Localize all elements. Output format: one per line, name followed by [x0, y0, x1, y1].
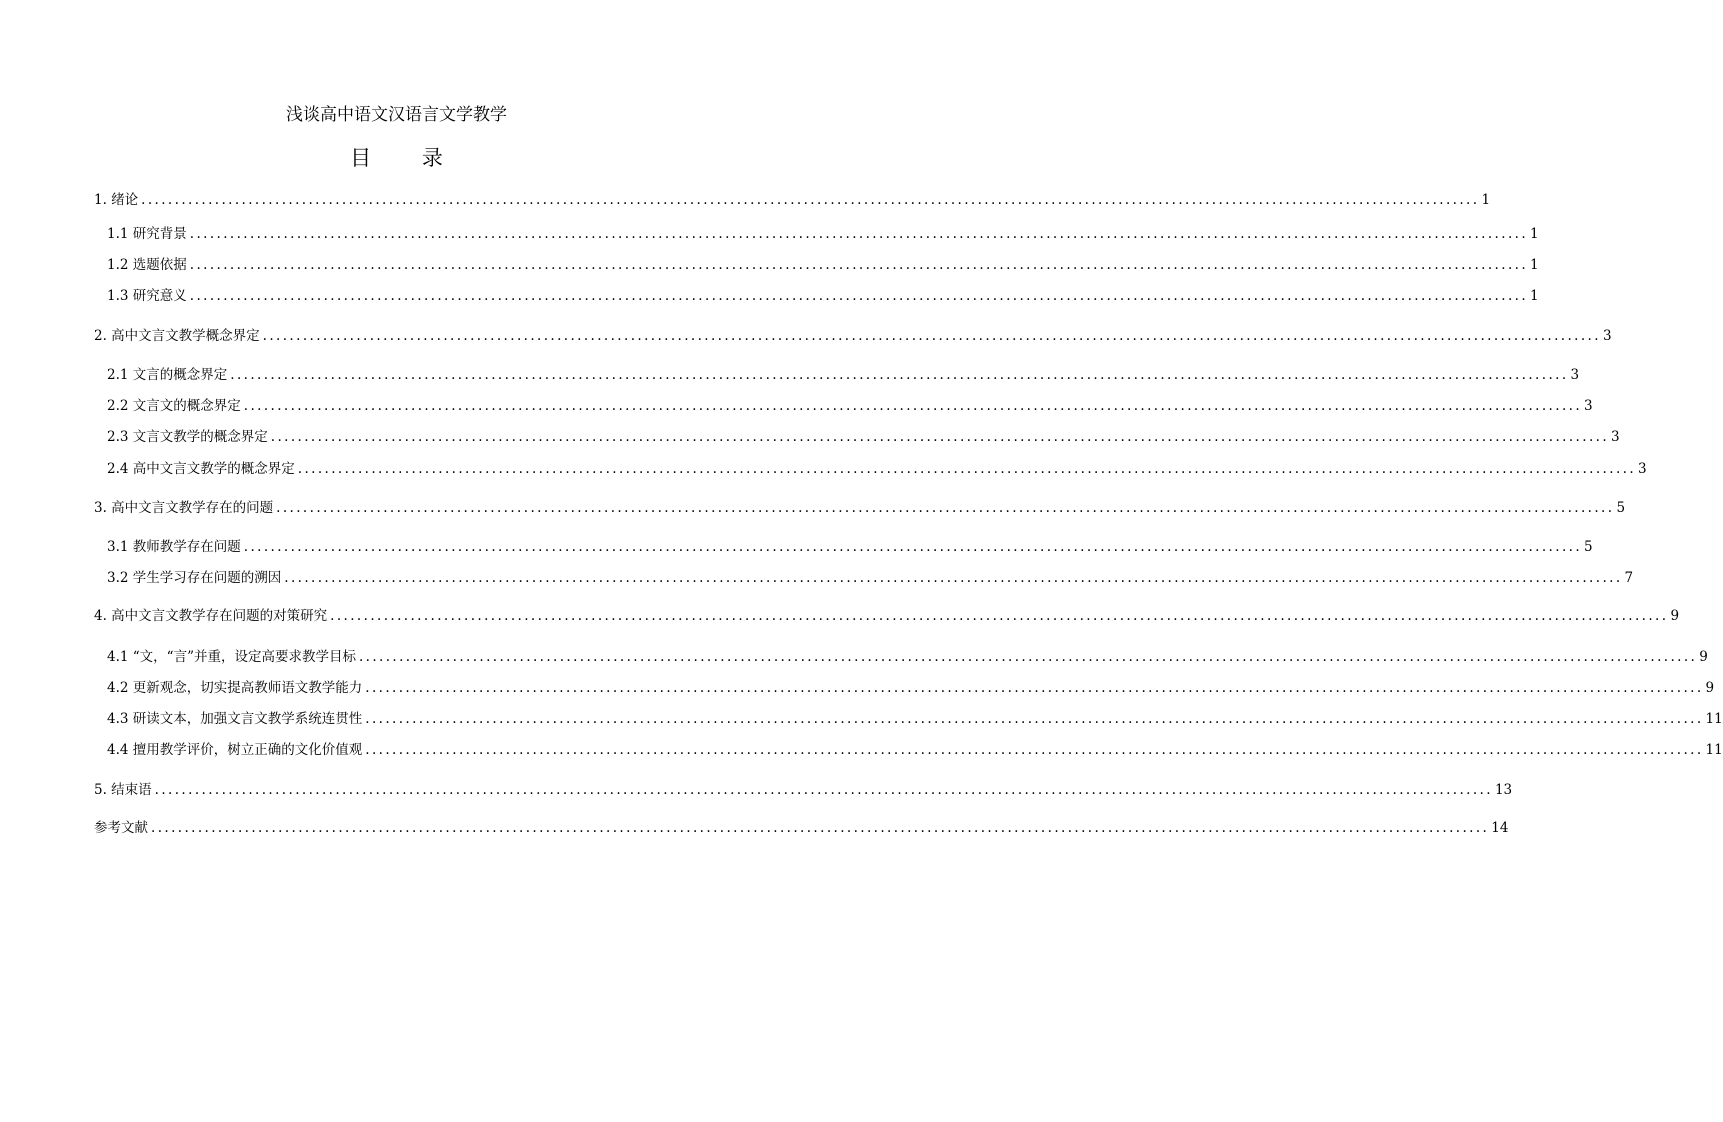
toc-entry-label: 4. 高中文言文教学存在问题的对策研究 [94, 608, 328, 624]
dot-leader: ........................................................................................................................................................................................................ [276, 500, 1615, 516]
toc-entry-page: 13 [1494, 782, 1513, 798]
dot-leader: ........................................................................................................................................................................................................ [189, 226, 1529, 242]
dot-leader: ........................................................................................................................................................................................................ [270, 429, 1610, 445]
toc-entry[interactable] [107, 568, 1634, 588]
toc-entry-label: 4.1 “文，“言”并重，设定高要求教学目标 [107, 649, 356, 665]
toc-entry[interactable] [94, 498, 1626, 518]
toc-entry[interactable] [94, 326, 1612, 346]
toc-entry[interactable] [94, 606, 1680, 626]
dot-leader: ........................................................................................................................................................................................................ [365, 680, 1704, 696]
toc-entry-page: 7 [1624, 570, 1634, 586]
toc-entry-page: 11 [1705, 742, 1723, 758]
toc-entry-label: 3. 高中文言文教学存在的问题 [94, 500, 274, 516]
toc-entry-label: 参考文献 [94, 820, 148, 836]
toc-entry-page: 9 [1670, 608, 1680, 624]
toc-entry-page: 11 [1705, 711, 1723, 727]
toc-entry-page: 1 [1530, 257, 1539, 273]
toc-entry-label: 2.3 文言文教学的概念界定 [107, 429, 268, 445]
toc-entry-page: 3 [1570, 367, 1580, 383]
toc-entry-label: 4.3 研读文本，加强文言文教学系统连贯性 [107, 711, 363, 727]
dot-leader: ........................................................................................................................................................................................................ [365, 742, 1704, 758]
toc-entry-label: 2.2 文言文的概念界定 [107, 398, 241, 414]
toc-entry[interactable] [107, 427, 1620, 447]
toc-entry[interactable] [107, 647, 1708, 667]
dot-leader: ........................................................................................................................................................................................................ [284, 570, 1623, 586]
toc-entry-label: 1.2 选题依据 [107, 257, 187, 273]
toc-entry-page: 1 [1530, 226, 1539, 242]
toc-entry[interactable] [107, 709, 1723, 729]
toc-entry-label: 3.1 教师教学存在问题 [107, 539, 241, 555]
toc-entry[interactable] [107, 224, 1539, 244]
dot-leader: ........................................................................................................................................................................................................ [365, 711, 1704, 727]
toc-entry-page: 9 [1705, 680, 1715, 696]
dot-leader: ........................................................................................................................................................................................................ [154, 782, 1493, 798]
toc-entry[interactable] [107, 740, 1723, 760]
toc-entry-page: 3 [1602, 328, 1612, 344]
dot-leader: ........................................................................................................................................................................................................ [189, 257, 1529, 273]
dot-leader: ........................................................................................................................................................................................................ [141, 192, 1480, 208]
toc-entry[interactable] [107, 255, 1539, 275]
dot-leader: ........................................................................................................................................................................................................ [358, 649, 1698, 665]
toc-entry-label: 1.3 研究意义 [107, 288, 187, 304]
dot-leader: ........................................................................................................................................................................................................ [230, 367, 1569, 383]
toc-entry[interactable] [107, 365, 1580, 385]
dot-leader: ........................................................................................................................................................................................................ [330, 608, 1669, 624]
toc-entry-page: 1 [1530, 288, 1539, 304]
toc-entry[interactable] [107, 537, 1593, 557]
dot-leader: ........................................................................................................................................................................................................ [243, 539, 1583, 555]
dot-leader: ........................................................................................................................................................................................................ [243, 398, 1583, 414]
toc-entry[interactable] [94, 780, 1513, 800]
toc-entry-page: 14 [1491, 820, 1509, 836]
toc-entry-page: 3 [1638, 461, 1647, 477]
toc-entry-label: 3.2 学生学习存在问题的溯因 [107, 570, 282, 586]
toc-entry-page: 1 [1481, 192, 1491, 208]
toc-entry[interactable] [107, 678, 1715, 698]
toc-entry[interactable] [107, 459, 1647, 479]
dot-leader: ........................................................................................................................................................................................................ [189, 288, 1529, 304]
toc-entry[interactable] [107, 286, 1539, 306]
toc-entry-label: 1. 绪论 [94, 192, 139, 208]
toc-entry-label: 5. 结束语 [94, 782, 152, 798]
dot-leader: ........................................................................................................................................................................................................ [151, 820, 1490, 836]
toc-entry-label: 4.4 擅用教学评价，树立正确的文化价值观 [107, 742, 363, 758]
toc-entry-label: 2.1 文言的概念界定 [107, 367, 228, 383]
toc-entry[interactable] [94, 818, 1509, 838]
dot-leader: ........................................................................................................................................................................................................ [262, 328, 1601, 344]
toc-entry-page: 9 [1699, 649, 1708, 665]
toc-heading: 目 录 [350, 146, 465, 170]
toc-entry-label: 2.4 高中文言文教学的概念界定 [107, 461, 295, 477]
document-title: 浅谈高中语文汉语言文学教学 [286, 105, 507, 125]
toc-entry[interactable] [94, 190, 1491, 210]
toc-entry-page: 5 [1584, 539, 1593, 555]
toc-entry-page: 3 [1611, 429, 1620, 445]
toc-entry-label: 1.1 研究背景 [107, 226, 187, 242]
toc-entry[interactable] [107, 396, 1593, 416]
toc-entry-page: 3 [1584, 398, 1593, 414]
dot-leader: ........................................................................................................................................................................................................ [297, 461, 1637, 477]
toc-entry-label: 4.2 更新观念，切实提高教师语文教学能力 [107, 680, 363, 696]
toc-entry-label: 2. 高中文言文教学概念界定 [94, 328, 260, 344]
toc-entry-page: 5 [1616, 500, 1626, 516]
